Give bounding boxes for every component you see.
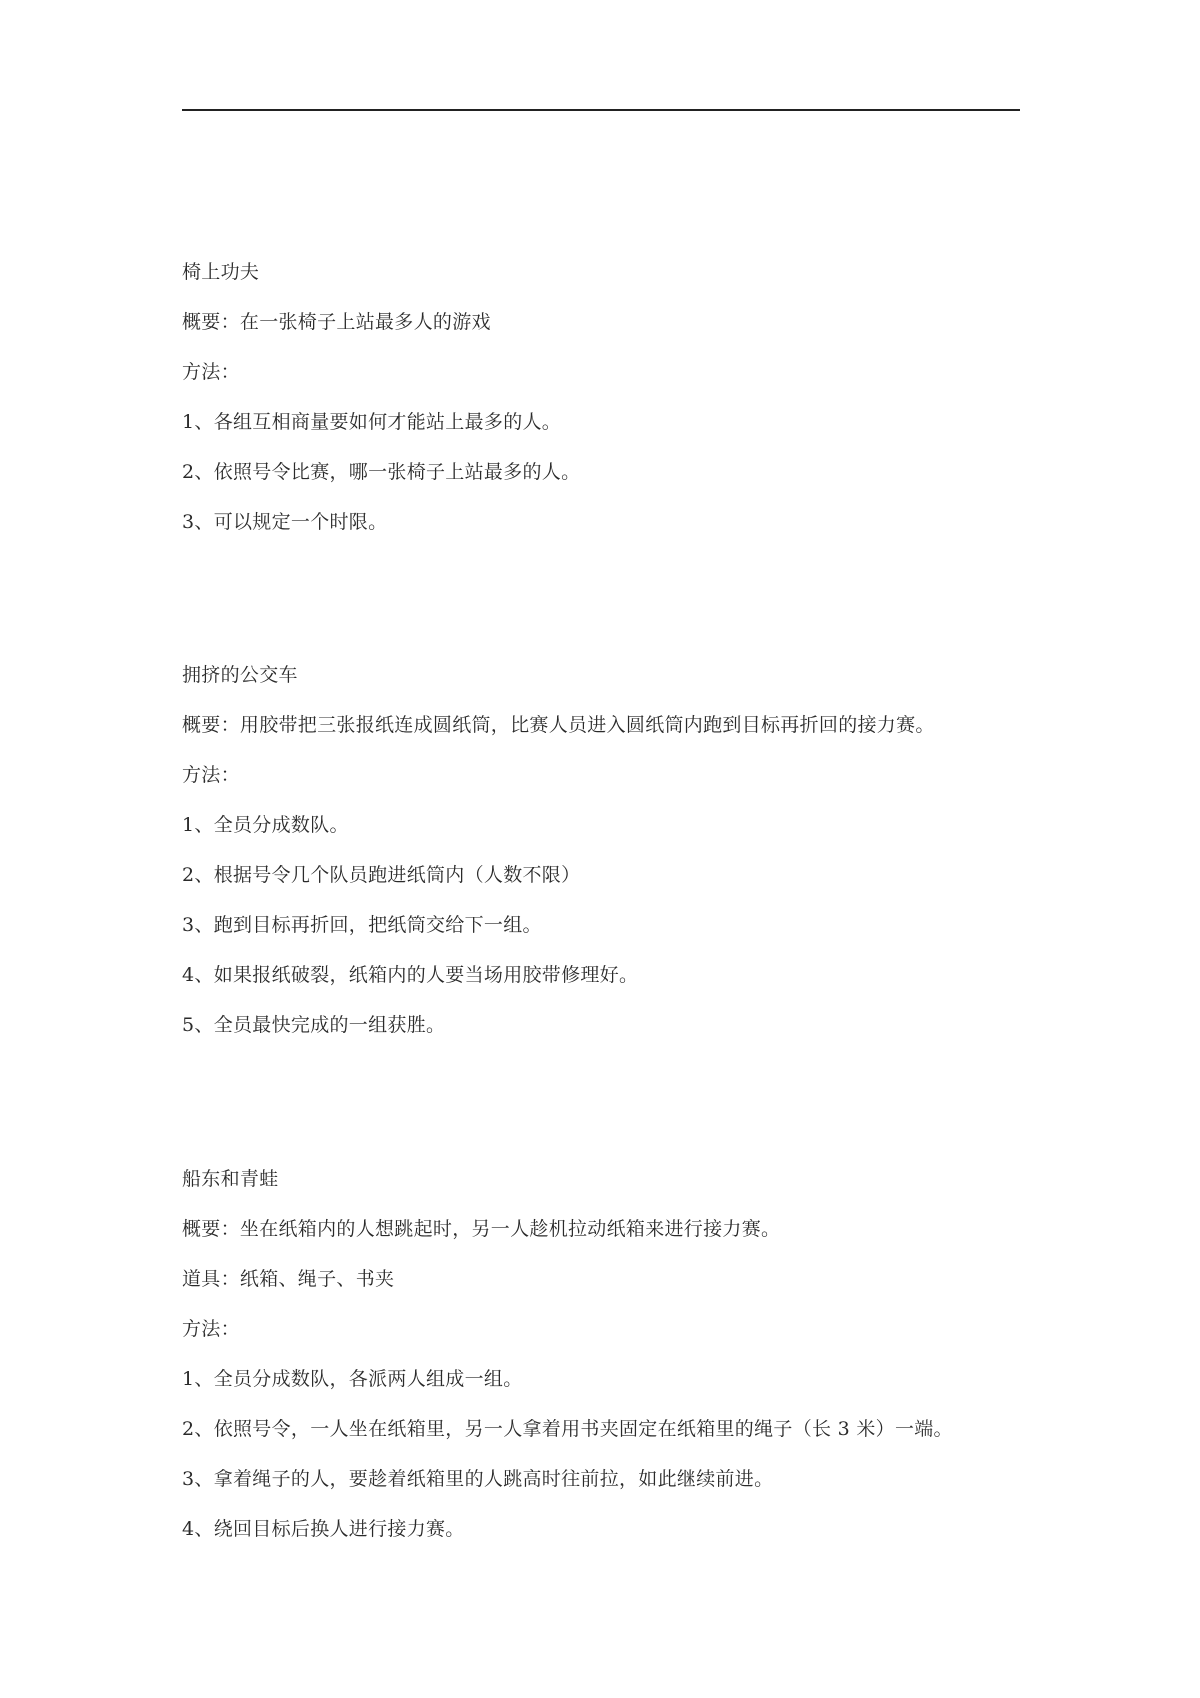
props-line: 道具：纸箱、绳子、书夹 (182, 1268, 395, 1290)
step-item: 1、全员分成数队。 (182, 814, 349, 836)
step-item: 3、跑到目标再折回，把纸筒交给下一组。 (182, 914, 542, 936)
method-label: 方法： (182, 764, 240, 786)
section-boatman-and-frog (182, 1154, 1032, 1554)
step-item: 4、绕回目标后换人进行接力赛。 (182, 1518, 465, 1540)
step-item: 2、根据号令几个队员跑进纸筒内（人数不限） (182, 864, 581, 886)
step-item: 1、全员分成数队，各派两人组成一组。 (182, 1368, 523, 1390)
section-summary: 概要：坐在纸箱内的人想跳起时，另一人趁机拉动纸箱来进行接力赛。 (182, 1218, 781, 1240)
step-item: 5、全员最快完成的一组获胜。 (182, 1014, 446, 1036)
section-title: 椅上功夫 (182, 261, 260, 283)
step-item: 1、各组互相商量要如何才能站上最多的人。 (182, 411, 562, 433)
step-item: 3、拿着绳子的人，要趁着纸箱里的人跳高时往前拉，如此继续前进。 (182, 1468, 774, 1490)
section-title: 船东和青蛙 (182, 1168, 279, 1190)
step-item: 2、依照号令，一人坐在纸箱里，另一人拿着用书夹固定在纸箱里的绳子（长 3 米）一端。 (182, 1418, 953, 1440)
section-title: 拥挤的公交车 (182, 664, 298, 686)
header-rule (182, 109, 1020, 111)
section-summary: 概要：用胶带把三张报纸连成圆纸筒，比赛人员进入圆纸筒内跑到目标再折回的接力赛。 (182, 714, 935, 736)
method-label: 方法： (182, 361, 240, 383)
step-item: 3、可以规定一个时限。 (182, 511, 388, 533)
step-item: 4、如果报纸破裂，纸箱内的人要当场用胶带修理好。 (182, 964, 639, 986)
section-summary: 概要：在一张椅子上站最多人的游戏 (182, 311, 491, 333)
section-crowded-bus (182, 650, 1032, 1050)
step-item: 2、依照号令比赛，哪一张椅子上站最多的人。 (182, 461, 581, 483)
section-chair-kungfu (182, 247, 1032, 547)
method-label: 方法： (182, 1318, 240, 1340)
